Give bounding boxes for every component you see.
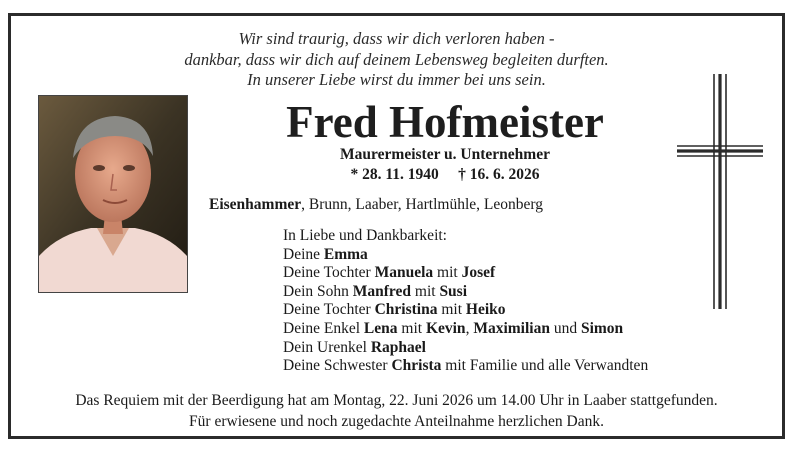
thanks-text: Für erwiesene und noch zugedachte Anteilnahme herzlichen Dank. xyxy=(189,413,604,430)
mourners-list xyxy=(283,227,648,376)
mourner-relation: mit Familie und alle Verwandten xyxy=(441,357,649,375)
mourner-relation: Deine xyxy=(283,245,324,263)
mourner-name: Josef xyxy=(461,264,496,282)
verse-line: dankbar, dass wir dich auf deinem Lebensweg begleiten durften. xyxy=(184,49,609,69)
mourner-relation: Deine Schwester xyxy=(283,357,392,375)
mourner-relation: Deine Tochter xyxy=(283,264,375,282)
latin-cross-icon xyxy=(677,74,763,309)
mourner-relation: und xyxy=(549,319,581,337)
mourner-name: Emma xyxy=(323,245,368,263)
birth-date: * 28. 11. 1940 xyxy=(350,166,439,183)
mourner-name: Raphael xyxy=(370,338,426,356)
mourner-relation: mit xyxy=(433,264,462,282)
mourner-line xyxy=(283,301,648,320)
verse xyxy=(11,29,782,91)
mourner-relation: Dein Urenkel xyxy=(283,338,371,356)
mourner-name: Maximilian xyxy=(473,319,550,337)
mourner-name: Christina xyxy=(374,301,438,319)
portrait-photo xyxy=(38,95,188,293)
mourner-line xyxy=(283,320,648,339)
requiem-text: Das Requiem mit der Beerdigung hat am Montag, 22. Juni 2026 um 14.00 Uhr in Laaber stattgefunden. xyxy=(75,392,718,409)
home-places xyxy=(209,195,543,215)
mourner-line xyxy=(283,264,648,283)
mourner-name: Christa xyxy=(391,357,442,375)
mourner-relation: mit xyxy=(397,319,426,337)
mourner-name: Kevin xyxy=(425,319,466,337)
verse-line: In unserer Liebe wirst du immer bei uns sein. xyxy=(247,70,546,89)
mourner-relation: , xyxy=(465,319,474,337)
mourner-relation: Deine Tochter xyxy=(283,301,375,319)
obituary-notice xyxy=(8,13,785,439)
mourner-line xyxy=(283,339,648,358)
portrait-image xyxy=(39,96,187,292)
mourner-name: Lena xyxy=(363,319,398,337)
mourner-name: Susi xyxy=(439,282,468,300)
verse-line: Wir sind traurig, dass wir dich verloren haben - xyxy=(238,29,555,48)
mourner-name: Manfred xyxy=(352,282,412,300)
mourner-line xyxy=(283,246,648,265)
mourner-line xyxy=(283,357,648,376)
mourner-line xyxy=(283,283,648,302)
mourner-relation: Deine Enkel xyxy=(283,319,364,337)
mourner-name: Simon xyxy=(580,319,624,337)
home-place-primary: Eisenhammer xyxy=(209,196,302,213)
requiem-notice xyxy=(11,390,782,432)
deceased-name: Fred Hofmeister xyxy=(286,97,604,147)
death-date: † 16. 6. 2026 xyxy=(458,166,540,183)
mourner-relation: Dein Sohn xyxy=(283,282,353,300)
mourner-relation: mit xyxy=(411,282,440,300)
mourners-intro xyxy=(283,227,648,246)
deceased-profession: Maurermeister u. Unternehmer xyxy=(340,146,550,163)
mourner-relation: mit xyxy=(437,301,466,319)
mourner-name: Heiko xyxy=(465,301,506,319)
life-dates xyxy=(186,165,704,185)
mourner-name: Manuela xyxy=(374,264,434,282)
home-places-rest: , Brunn, Laaber, Hartlmühle, Leonberg xyxy=(301,196,543,213)
mourner-relation: In Liebe und Dankbarkeit: xyxy=(283,227,447,244)
